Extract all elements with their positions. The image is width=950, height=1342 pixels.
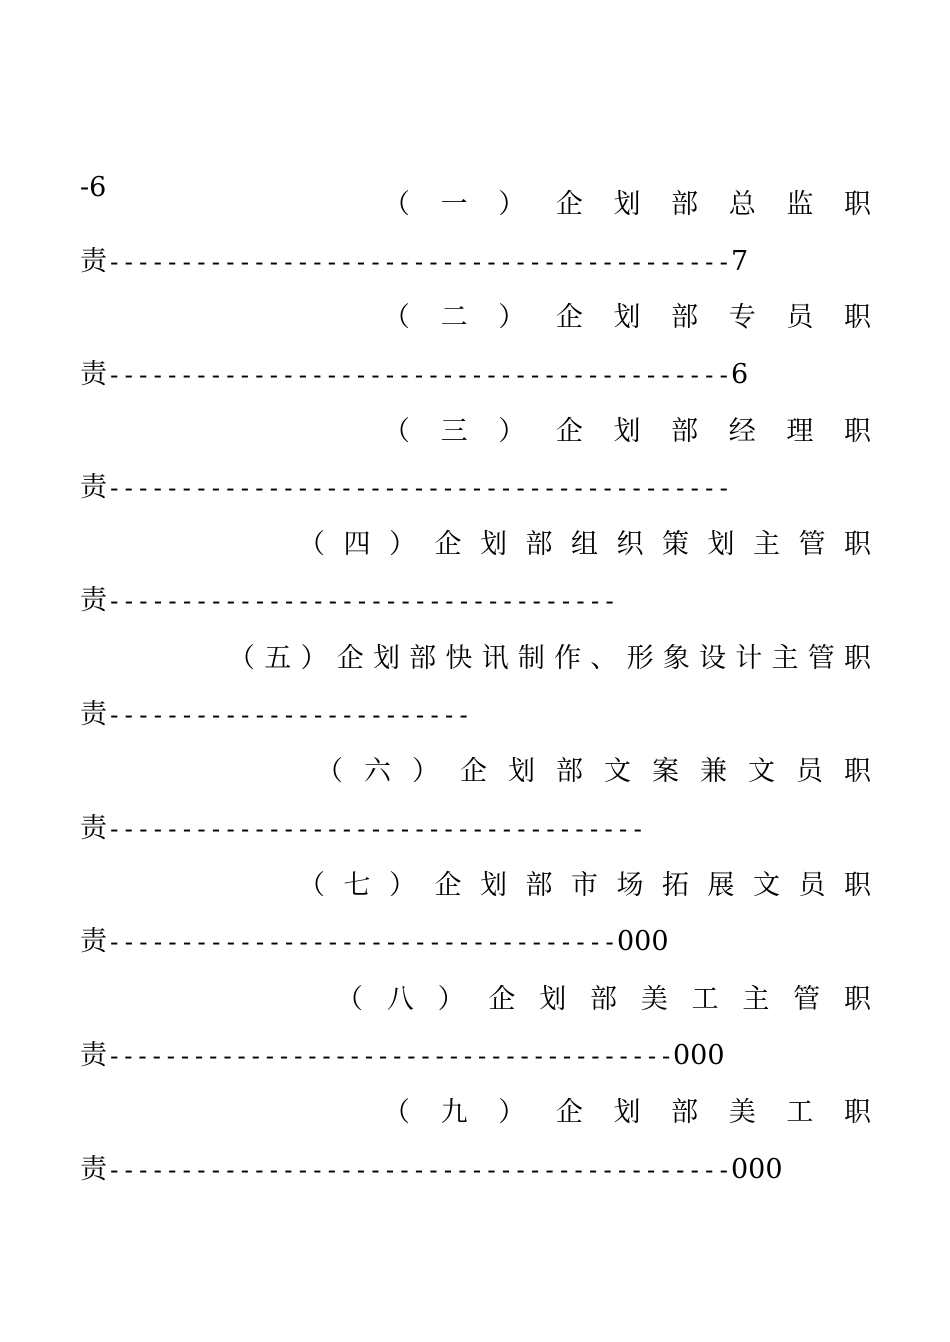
heading-char: 兼 (700, 756, 727, 787)
page-number: 7 (731, 246, 749, 277)
toc-entry-tail (80, 809, 645, 849)
dot-leader: ------------------------- (107, 701, 471, 729)
heading-char: 划 (372, 643, 400, 674)
toc-entry-tail (80, 1150, 783, 1190)
heading-char: 组 (571, 529, 598, 560)
heading-char: （ (316, 756, 343, 787)
toc-leader-line (0, 1036, 950, 1076)
heading-char: ） (389, 870, 416, 901)
heading-char: ） (498, 1097, 526, 1128)
heading-char: 管 (798, 529, 826, 560)
heading-char: ） (437, 984, 465, 1015)
heading-char: 美 (728, 1097, 756, 1128)
heading-char: 主 (742, 984, 770, 1015)
toc-leader-line (0, 922, 950, 962)
heading-continuation: 责 (80, 1154, 107, 1185)
heading-char: 主 (753, 529, 780, 560)
heading-char: 四 (343, 529, 371, 560)
heading-char: 职 (844, 756, 871, 787)
toc-entry-tail (80, 242, 748, 282)
heading-char: 织 (616, 529, 644, 560)
toc-leader-line (0, 242, 950, 282)
heading-char: ） (498, 416, 526, 447)
toc-entry-tail (80, 695, 471, 735)
heading-char: 文 (753, 870, 780, 901)
heading-char: 部 (589, 984, 617, 1015)
heading-char: 文 (604, 756, 631, 787)
heading-char: 划 (480, 870, 507, 901)
heading-char: 形 (626, 643, 654, 674)
toc-entry-heading (298, 866, 871, 906)
heading-char: 美 (640, 984, 668, 1015)
page-number: 6 (731, 359, 749, 390)
heading-char: 理 (786, 416, 814, 447)
heading-char: 工 (691, 984, 719, 1015)
heading-char: 企 (336, 643, 364, 674)
dot-leader: ------------------------------------------- (107, 248, 731, 276)
heading-char: 企 (555, 416, 583, 447)
dot-leader: ------------------------------------------- (107, 361, 731, 389)
heading-char: 、 (590, 643, 618, 674)
heading-char: 职 (844, 302, 871, 333)
heading-char: 员 (786, 302, 814, 333)
heading-char: （ (383, 416, 410, 447)
toc-heading-line (0, 412, 950, 452)
heading-char: （ (336, 984, 363, 1015)
heading-char: 职 (844, 189, 871, 220)
dot-leader: ------------------------------------------- (107, 474, 731, 502)
heading-char: 企 (434, 870, 462, 901)
heading-char: 划 (613, 302, 641, 333)
page-number: 000 (731, 1154, 783, 1185)
toc-heading-line (0, 185, 950, 225)
toc-entry-heading (383, 298, 871, 338)
heading-continuation: 责 (80, 813, 107, 844)
heading-char: 企 (460, 756, 487, 787)
toc-entry-heading (336, 980, 871, 1020)
heading-char: 案 (652, 756, 679, 787)
heading-char: 划 (480, 529, 507, 560)
heading-char: ） (389, 529, 416, 560)
toc-heading-line (0, 1093, 950, 1133)
heading-char: 员 (796, 756, 823, 787)
dot-leader: ----------------------------------- (107, 928, 617, 956)
heading-continuation: 责 (80, 246, 107, 277)
heading-char: 划 (539, 984, 567, 1015)
heading-char: 部 (525, 870, 553, 901)
toc-heading-line (0, 980, 950, 1020)
heading-char: 管 (793, 984, 821, 1015)
toc-entry-heading (383, 185, 871, 225)
heading-char: 作 (554, 643, 582, 674)
toc-entry-heading (383, 1093, 871, 1133)
toc-heading-line (0, 525, 950, 565)
heading-char: 一 (440, 189, 468, 220)
heading-char: ） (498, 302, 526, 333)
heading-char: 划 (613, 416, 641, 447)
toc-heading-line (0, 639, 950, 679)
heading-char: 部 (671, 1097, 699, 1128)
heading-char: 讯 (481, 643, 509, 674)
heading-char: 部 (556, 756, 583, 787)
heading-char: 划 (613, 1097, 641, 1128)
heading-continuation: 责 (80, 472, 107, 503)
heading-char: 职 (844, 1097, 871, 1128)
heading-char: 企 (555, 302, 583, 333)
heading-char: 职 (844, 870, 871, 901)
toc-leader-line (0, 468, 950, 508)
heading-char: 职 (843, 984, 871, 1015)
heading-char: 象 (662, 643, 690, 674)
toc-leader-line (0, 1150, 950, 1190)
heading-char: 场 (616, 870, 644, 901)
heading-char: （ (383, 302, 410, 333)
heading-char: （ (228, 643, 255, 674)
heading-char: 总 (728, 189, 756, 220)
heading-char: 设 (699, 643, 727, 674)
heading-char: 拓 (662, 870, 689, 901)
dot-leader: ---------------------------------------- (107, 1042, 673, 1070)
page-ref: -6 (80, 172, 107, 203)
heading-char: 企 (488, 984, 516, 1015)
toc-entry-heading (316, 752, 871, 792)
toc-leader-line (0, 695, 950, 735)
heading-char: 职 (844, 529, 871, 560)
toc-entry-heading (228, 639, 871, 679)
heading-char: 文 (748, 756, 775, 787)
heading-char: 部 (409, 643, 437, 674)
toc-heading-line (0, 298, 950, 338)
heading-char: 监 (786, 189, 814, 220)
heading-char: 七 (343, 870, 371, 901)
heading-char: ） (498, 189, 526, 220)
toc-entry-tail (80, 581, 617, 621)
toc-entry-heading (383, 412, 871, 452)
heading-char: 职 (843, 643, 871, 674)
heading-char: 展 (707, 870, 735, 901)
heading-continuation: 责 (80, 926, 107, 957)
heading-char: 八 (386, 984, 414, 1015)
heading-char: 策 (662, 529, 689, 560)
heading-continuation: 责 (80, 585, 107, 616)
heading-char: 企 (434, 529, 462, 560)
toc-entry-tail (80, 355, 748, 395)
page-number: 000 (673, 1040, 725, 1071)
heading-char: （ (298, 529, 325, 560)
heading-char: ） (412, 756, 439, 787)
heading-char: 部 (671, 416, 699, 447)
heading-char: 市 (571, 870, 598, 901)
heading-char: 主 (771, 643, 799, 674)
heading-char: 员 (798, 870, 826, 901)
toc-leader-line (0, 355, 950, 395)
heading-char: （ (298, 870, 325, 901)
heading-char: 管 (807, 643, 835, 674)
heading-char: （ (383, 1097, 410, 1128)
heading-char: （ (383, 189, 410, 220)
heading-continuation: 责 (80, 1040, 107, 1071)
heading-char: ） (300, 643, 328, 674)
toc-leader-line (0, 809, 950, 849)
heading-continuation: 责 (80, 359, 107, 390)
heading-continuation: 责 (80, 699, 107, 730)
heading-char: 快 (445, 643, 473, 674)
heading-char: 职 (844, 416, 871, 447)
dot-leader: ------------------------------------- (107, 815, 645, 843)
heading-char: 部 (525, 529, 553, 560)
heading-char: 企 (555, 189, 583, 220)
toc-heading-line (0, 866, 950, 906)
heading-char: 划 (707, 529, 735, 560)
heading-char: 三 (440, 416, 468, 447)
heading-char: 专 (728, 302, 756, 333)
toc-entry-tail (80, 468, 731, 508)
heading-char: 九 (440, 1097, 468, 1128)
toc-fragment-line (0, 128, 950, 203)
heading-char: 经 (728, 416, 756, 447)
heading-char: 二 (440, 302, 468, 333)
toc-entry-heading (298, 525, 871, 565)
heading-char: 企 (555, 1097, 583, 1128)
heading-char: 划 (508, 756, 535, 787)
heading-char: 五 (264, 643, 292, 674)
heading-char: 部 (671, 189, 699, 220)
dot-leader: ----------------------------------- (107, 587, 617, 615)
heading-char: 六 (364, 756, 391, 787)
heading-char: 部 (671, 302, 699, 333)
toc-leader-line (0, 581, 950, 621)
heading-char: 工 (786, 1097, 814, 1128)
dot-leader: ------------------------------------------- (107, 1156, 731, 1184)
page-number: 000 (617, 926, 669, 957)
heading-char: 划 (613, 189, 641, 220)
heading-char: 制 (517, 643, 545, 674)
heading-char: 计 (735, 643, 763, 674)
toc-heading-line (0, 752, 950, 792)
toc-entry-tail (80, 922, 669, 962)
toc-entry-tail (80, 1036, 725, 1076)
